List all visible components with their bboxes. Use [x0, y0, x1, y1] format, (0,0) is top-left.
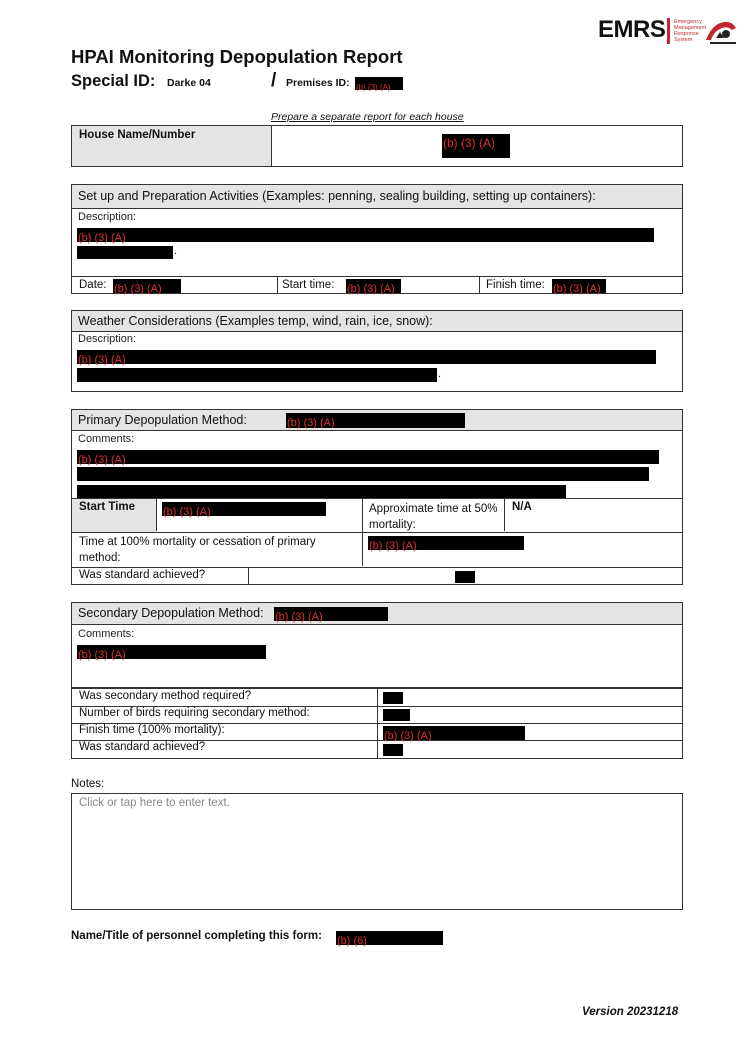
- divider: [504, 498, 505, 531]
- special-id-label: Special ID:: [71, 72, 156, 90]
- secondary-comments-label: Comments:: [78, 628, 135, 640]
- redaction-premises-id: (b) (3) (A): [355, 77, 403, 90]
- logo-divider: [667, 18, 670, 44]
- secondary-header-label: Secondary Depopulation Method:: [78, 606, 264, 620]
- setup-date-label: Date:: [79, 279, 107, 291]
- divider: [72, 567, 682, 568]
- primary-section: [71, 409, 683, 585]
- divider: [72, 498, 682, 499]
- primary-header-label: Primary Depopulation Method:: [78, 413, 247, 427]
- divider: [277, 276, 278, 293]
- primary-comments-label: Comments:: [78, 433, 135, 445]
- redaction-primary-mortality: (b) (3) (A): [368, 536, 524, 550]
- divider: [72, 532, 682, 533]
- redaction-primary-comments-2: [77, 467, 649, 481]
- notes-label: Notes:: [71, 778, 105, 790]
- logo-emblem-icon: [702, 14, 740, 46]
- redaction-setup-finish: (b) (3) (A): [552, 279, 606, 293]
- redaction-secondary-method: (b) (3) (A): [274, 607, 388, 621]
- primary-standard-label: Was standard achieved?: [79, 569, 206, 581]
- personnel-label: Name/Title of personnel completing this form:: [71, 930, 322, 942]
- secondary-table: [71, 688, 683, 759]
- setup-section: [71, 184, 683, 294]
- setup-finish-label: Finish time:: [486, 279, 545, 291]
- logo-text: EMRS: [598, 16, 666, 43]
- primary-mortality-label: Time at 100% mortality or cessation of primary method:: [79, 536, 316, 564]
- redaction-primary-comments-3: [77, 485, 566, 498]
- primary-start-label: Start Time: [79, 501, 136, 513]
- house-label: House Name/Number: [72, 126, 271, 166]
- redaction-secondary-comments: (b) (3) (A): [77, 645, 266, 659]
- weather-trail: .: [438, 368, 442, 380]
- setup-description-label: Description:: [78, 211, 137, 223]
- primary-approx-value: N/A: [512, 501, 532, 513]
- redaction-weather-description: (b) (3) (A): [77, 350, 656, 364]
- weather-section: [71, 310, 683, 392]
- weather-header: Weather Considerations (Examples temp, wind, rain, ice, snow):: [72, 311, 682, 332]
- redaction-setup-description: (b) (3) (A): [77, 228, 654, 242]
- redaction-primary-start: (b) (3) (A): [162, 502, 326, 516]
- house-table: [71, 125, 683, 167]
- emrs-logo: [598, 14, 740, 46]
- divider: [72, 276, 682, 277]
- id-separator: /: [271, 70, 277, 91]
- redaction-primary-method: (b) (3) (A): [286, 413, 465, 428]
- secondary-row-label: Was secondary method required?: [79, 690, 252, 702]
- redaction-personnel: (b) (6): [336, 931, 443, 945]
- secondary-row-label: Was standard achieved?: [79, 741, 206, 753]
- redaction-primary-standard: [455, 571, 475, 583]
- separate-report-note: Prepare a separate report for each house: [271, 111, 464, 123]
- setup-start-label: Start time:: [282, 279, 335, 291]
- redaction-weather-description-2: [77, 368, 437, 382]
- redaction-setup-date: (b) (3) (A): [113, 279, 181, 293]
- divider: [156, 498, 157, 531]
- redaction-secondary-birds: [383, 709, 410, 721]
- secondary-row-label: Finish time (100% mortality):: [79, 724, 225, 736]
- notes-placeholder[interactable]: Click or tap here to enter text.: [79, 797, 230, 809]
- divider: [479, 276, 480, 293]
- logo-subtitle: Emergency Management Response System: [674, 19, 707, 43]
- divider: [248, 567, 249, 584]
- secondary-row-label: Number of birds requiring secondary method:: [79, 707, 310, 719]
- setup-trail: .: [174, 245, 178, 257]
- setup-header: Set up and Preparation Activities (Examples: penning, sealing building, setting up containers):: [72, 185, 682, 209]
- redaction-secondary-required: [383, 692, 403, 704]
- weather-description-label: Description:: [78, 333, 137, 345]
- redaction-setup-description-2: [77, 246, 173, 259]
- special-id-value: Darke 04: [167, 77, 211, 89]
- redaction-secondary-standard: [383, 744, 403, 756]
- redaction-primary-comments: (b) (3) (A): [77, 450, 659, 464]
- divider: [271, 126, 272, 166]
- notes-field[interactable]: [71, 793, 683, 910]
- page-title: HPAI Monitoring Depopulation Report: [71, 46, 403, 67]
- primary-approx-label: Approximate time at 50% mortality:: [369, 503, 498, 531]
- redaction-house-value: (b) (3) (A): [442, 134, 510, 158]
- secondary-section: [71, 602, 683, 688]
- redaction-setup-start: (b) (3) (A): [346, 279, 401, 293]
- premises-id-label: Premises ID:: [286, 77, 350, 89]
- redaction-secondary-finish: (b) (3) (A): [383, 726, 525, 740]
- version-label: Version 20231218: [582, 1006, 679, 1018]
